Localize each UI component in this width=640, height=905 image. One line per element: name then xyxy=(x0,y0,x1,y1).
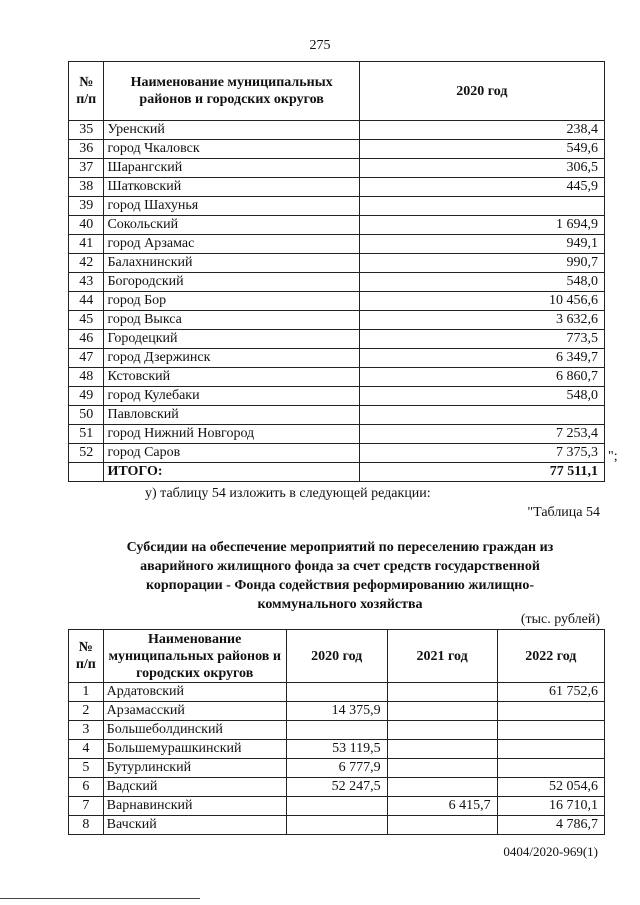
district-name: город Дзержинск xyxy=(104,349,359,368)
bottom-divider xyxy=(0,898,200,899)
district-name: Павловский xyxy=(104,406,359,425)
closing-quote: "; xyxy=(608,449,618,464)
table-row xyxy=(69,778,605,797)
heading-line: коммунального хозяйства xyxy=(257,597,423,612)
district-name: город Выкса xyxy=(104,311,359,330)
value-2022 xyxy=(497,702,604,721)
table-reference: "Таблица 54 xyxy=(527,505,600,520)
row-number: 35 xyxy=(69,121,104,140)
district-name: Вадский xyxy=(103,778,286,797)
table-row xyxy=(69,816,605,835)
value-2021 xyxy=(387,740,497,759)
row-number: 5 xyxy=(69,759,104,778)
district-name: Богородский xyxy=(104,273,359,292)
value-2020: 549,6 xyxy=(359,140,604,159)
row-number: 49 xyxy=(69,387,104,406)
table-row xyxy=(69,349,605,368)
value-2022 xyxy=(497,721,604,740)
value-2021 xyxy=(387,702,497,721)
district-name: Балахнинский xyxy=(104,254,359,273)
row-number: 37 xyxy=(69,159,104,178)
allocation-table-2020 xyxy=(68,61,605,482)
value-2020: 53 119,5 xyxy=(286,740,387,759)
row-number: 42 xyxy=(69,254,104,273)
col-header-name: Наименование муниципальных районов и городских округов xyxy=(103,630,286,683)
district-name: Ардатовский xyxy=(103,683,286,702)
district-name: Варнавинский xyxy=(103,797,286,816)
value-2020: 6 777,9 xyxy=(286,759,387,778)
table-row xyxy=(69,121,605,140)
value-2020: 6 860,7 xyxy=(359,368,604,387)
value-2021: 6 415,7 xyxy=(387,797,497,816)
district-name: Шарангский xyxy=(104,159,359,178)
value-2020 xyxy=(286,683,387,702)
row-number: 1 xyxy=(69,683,104,702)
table-row xyxy=(69,740,605,759)
heading-line: аварийного жилищного фонда за счет средств государственной xyxy=(140,559,540,574)
district-name: город Чкаловск xyxy=(104,140,359,159)
value-2021 xyxy=(387,816,497,835)
table-row xyxy=(69,292,605,311)
row-number: 48 xyxy=(69,368,104,387)
district-name: город Бор xyxy=(104,292,359,311)
value-2020: 949,1 xyxy=(359,235,604,254)
table-heading xyxy=(80,538,600,614)
row-number: 44 xyxy=(69,292,104,311)
table-row xyxy=(69,797,605,816)
table-row xyxy=(69,387,605,406)
row-number: 46 xyxy=(69,330,104,349)
table-row xyxy=(69,759,605,778)
district-name: Бутурлинский xyxy=(103,759,286,778)
table-row xyxy=(69,330,605,349)
value-2022: 52 054,6 xyxy=(497,778,604,797)
total-value: 77 511,1 xyxy=(359,463,604,482)
value-2020: 773,5 xyxy=(359,330,604,349)
table-row xyxy=(69,683,605,702)
table-row xyxy=(69,216,605,235)
table-row xyxy=(69,702,605,721)
document-code: 0404/2020-969(1) xyxy=(503,844,598,859)
row-number: 45 xyxy=(69,311,104,330)
value-2020: 52 247,5 xyxy=(286,778,387,797)
value-2022: 4 786,7 xyxy=(497,816,604,835)
value-2020 xyxy=(286,816,387,835)
total-label: ИТОГО: xyxy=(104,463,359,482)
col-header-2020: 2020 год xyxy=(286,630,387,683)
value-2020: 548,0 xyxy=(359,387,604,406)
table-row xyxy=(69,178,605,197)
district-name: Большемурашкинский xyxy=(103,740,286,759)
table-row xyxy=(69,406,605,425)
district-name: Городецкий xyxy=(104,330,359,349)
row-number: 47 xyxy=(69,349,104,368)
row-number: 51 xyxy=(69,425,104,444)
value-2020 xyxy=(359,197,604,216)
district-name: Арзамасский xyxy=(103,702,286,721)
table-row xyxy=(69,254,605,273)
col-header-number: № п/п xyxy=(69,630,104,683)
value-2020: 548,0 xyxy=(359,273,604,292)
value-2021 xyxy=(387,778,497,797)
value-2020: 10 456,6 xyxy=(359,292,604,311)
value-2020: 990,7 xyxy=(359,254,604,273)
value-2020: 1 694,9 xyxy=(359,216,604,235)
value-2021 xyxy=(387,759,497,778)
value-2020: 306,5 xyxy=(359,159,604,178)
value-2020 xyxy=(359,406,604,425)
row-number: 36 xyxy=(69,140,104,159)
value-2020: 7 375,3 xyxy=(359,444,604,463)
row-number: 40 xyxy=(69,216,104,235)
value-2022 xyxy=(497,759,604,778)
table-row xyxy=(69,273,605,292)
value-2022: 16 710,1 xyxy=(497,797,604,816)
row-number: 43 xyxy=(69,273,104,292)
district-name: город Шахунья xyxy=(104,197,359,216)
value-2020 xyxy=(286,797,387,816)
col-header-number: № п/п xyxy=(69,62,104,121)
row-number: 39 xyxy=(69,197,104,216)
value-2022: 61 752,6 xyxy=(497,683,604,702)
row-number: 7 xyxy=(69,797,104,816)
district-name: город Арзамас xyxy=(104,235,359,254)
table-row xyxy=(69,444,605,463)
district-name: Кстовский xyxy=(104,368,359,387)
table-row xyxy=(69,368,605,387)
district-name: город Нижний Новгород xyxy=(104,425,359,444)
value-2020: 445,9 xyxy=(359,178,604,197)
row-number: 6 xyxy=(69,778,104,797)
value-2022 xyxy=(497,740,604,759)
value-2021 xyxy=(387,683,497,702)
row-number: 38 xyxy=(69,178,104,197)
row-number: 4 xyxy=(69,740,104,759)
value-2020: 238,4 xyxy=(359,121,604,140)
table2-body xyxy=(69,683,605,835)
value-2020: 6 349,7 xyxy=(359,349,604,368)
table1-body xyxy=(69,121,605,482)
row-number: 8 xyxy=(69,816,104,835)
row-number: 2 xyxy=(69,702,104,721)
page-number: 275 xyxy=(309,38,331,53)
col-header-name: Наименование муниципальных районов и городских округов xyxy=(104,62,359,121)
district-name: Уренский xyxy=(104,121,359,140)
district-name: Большеболдинский xyxy=(103,721,286,740)
value-2020 xyxy=(286,721,387,740)
row-number: 41 xyxy=(69,235,104,254)
district-name: город Саров xyxy=(104,444,359,463)
district-name: город Кулебаки xyxy=(104,387,359,406)
col-header-2022: 2022 год xyxy=(497,630,604,683)
table-row xyxy=(69,140,605,159)
row-number: 52 xyxy=(69,444,104,463)
table-row xyxy=(69,311,605,330)
heading-line: Субсидии на обеспечение мероприятий по переселению граждан из xyxy=(126,540,554,555)
row-number: 3 xyxy=(69,721,104,740)
total-number-cell xyxy=(69,463,104,482)
table-row xyxy=(69,235,605,254)
value-2021 xyxy=(387,721,497,740)
district-name: Шатковский xyxy=(104,178,359,197)
value-2020: 7 253,4 xyxy=(359,425,604,444)
district-name: Вачский xyxy=(103,816,286,835)
total-row xyxy=(69,463,605,482)
table-row xyxy=(69,159,605,178)
table-row xyxy=(69,721,605,740)
col-header-2020: 2020 год xyxy=(359,62,604,121)
instruction-text: у) таблицу 54 изложить в следующей редакции: xyxy=(145,486,431,501)
unit-label: (тыс. рублей) xyxy=(520,612,600,627)
value-2020: 3 632,6 xyxy=(359,311,604,330)
subsidy-table-2020-2022 xyxy=(68,629,605,835)
value-2020: 14 375,9 xyxy=(286,702,387,721)
table-row xyxy=(69,425,605,444)
col-header-2021: 2021 год xyxy=(387,630,497,683)
district-name: Сокольский xyxy=(104,216,359,235)
row-number: 50 xyxy=(69,406,104,425)
table-row xyxy=(69,197,605,216)
heading-line: корпорации - Фонда содействия реформированию жилищно- xyxy=(145,578,535,593)
